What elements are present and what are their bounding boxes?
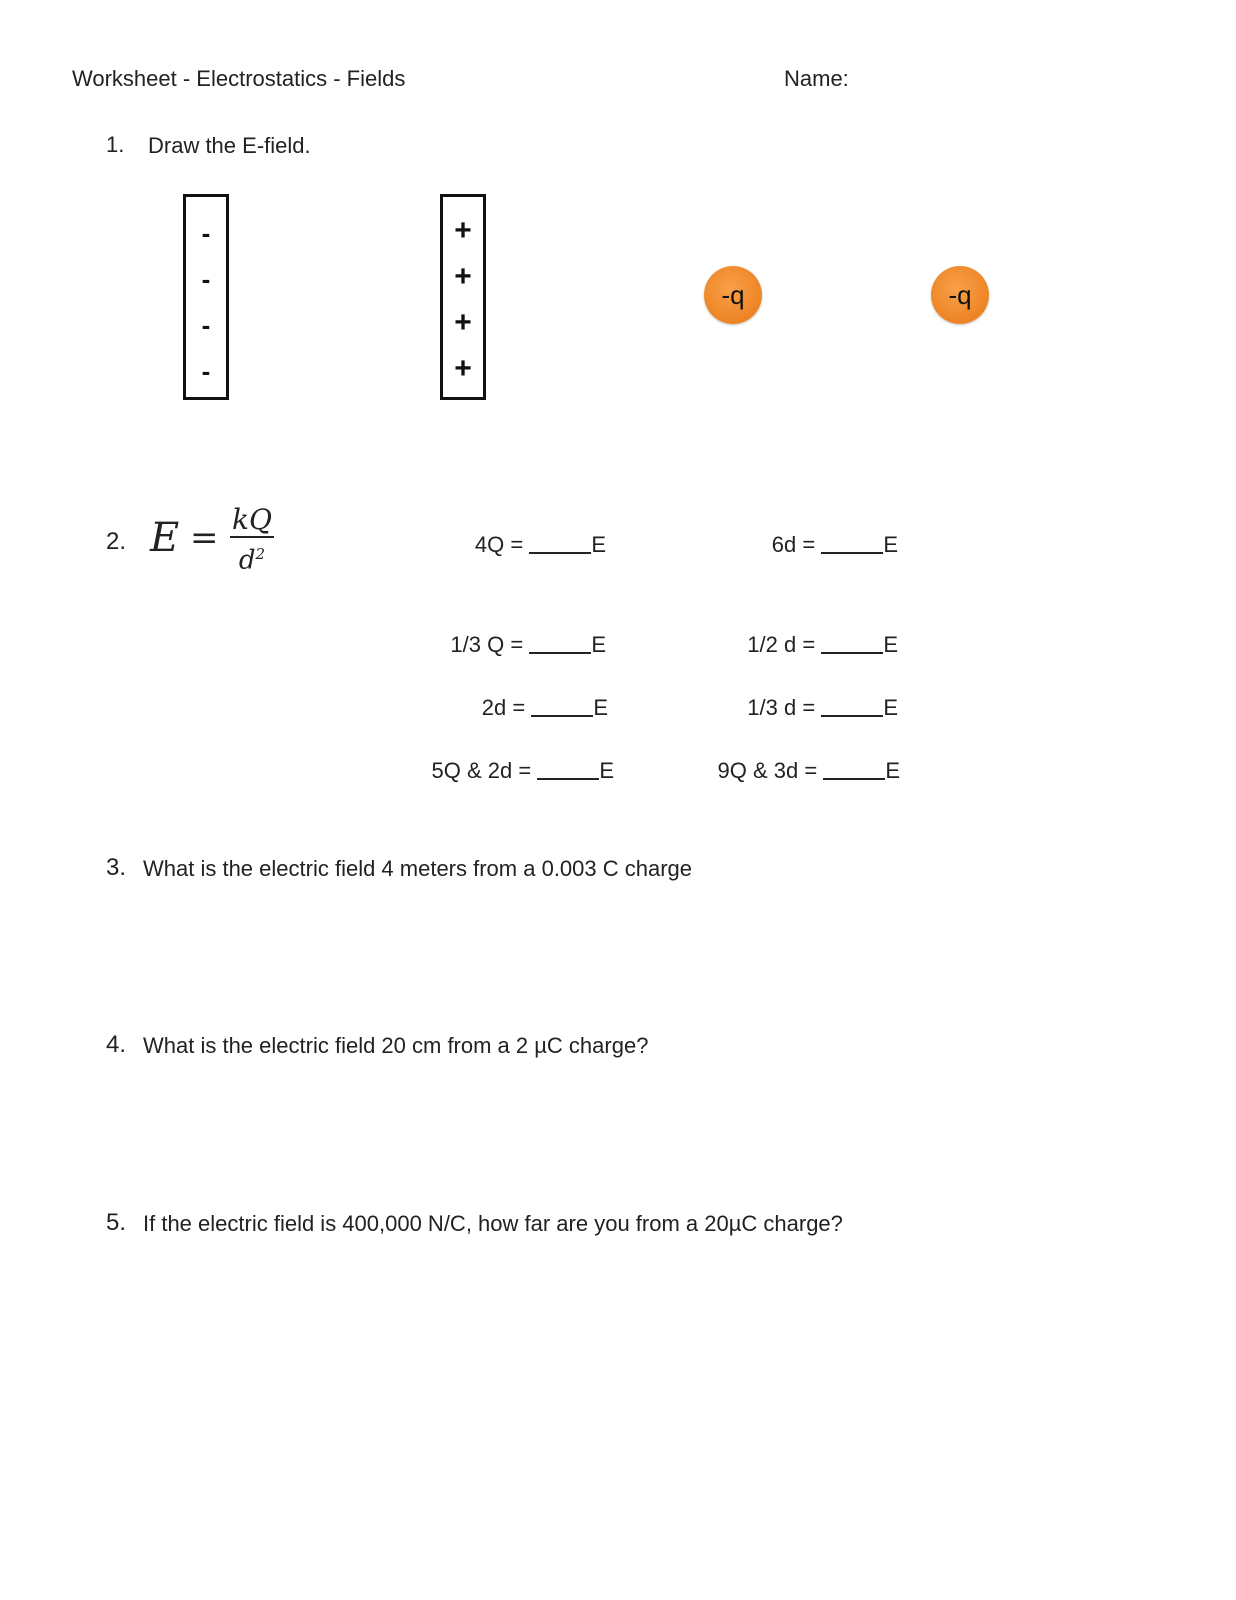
q5-text: If the electric field is 400,000 N/C, how far are you from a 20µC charge? (143, 1211, 843, 1236)
scaling-row (450, 632, 606, 658)
answer-blank[interactable] (537, 758, 599, 780)
denominator-exponent: 2 (255, 545, 266, 563)
answer-blank[interactable] (531, 695, 593, 717)
plus-sign: + (454, 306, 472, 339)
formula-denominator (230, 540, 274, 575)
row-unit: E (591, 632, 606, 657)
minus-sign: - (201, 264, 211, 294)
row-label: 1/2 d = (747, 632, 816, 657)
answer-blank[interactable] (821, 632, 883, 654)
charge-label: -q (948, 279, 972, 310)
answer-blank[interactable] (529, 632, 591, 654)
negative-charge (704, 266, 762, 324)
scaling-row (432, 758, 615, 784)
row-label: 6d = (771, 532, 816, 557)
formula-fraction (230, 503, 274, 576)
formula-numerator: kQ (232, 503, 272, 536)
answer-blank[interactable] (529, 532, 591, 554)
row-label: 2d = (481, 695, 526, 720)
q4-text: What is the electric field 20 cm from a 2 µC charge? (143, 1033, 649, 1058)
formula-equals: = (190, 518, 219, 558)
row-label: 1/3 d = (747, 695, 816, 720)
minus-sign: - (201, 356, 211, 386)
plus-sign: + (454, 352, 472, 385)
scaling-row (772, 532, 898, 558)
row-label: 1/3 Q = (450, 632, 524, 657)
negative-charge (931, 266, 989, 324)
positive-plate (440, 194, 486, 400)
scaling-row (747, 695, 898, 721)
q3-number: 3. (106, 854, 127, 881)
row-unit: E (883, 632, 898, 657)
answer-blank[interactable] (821, 695, 883, 717)
q2-number: 2. (106, 528, 127, 555)
row-unit: E (885, 758, 900, 783)
q3-text: What is the electric field 4 meters from a 0.003 C charge (143, 856, 693, 881)
row-unit: E (593, 695, 608, 720)
q4-number: 4. (106, 1031, 127, 1058)
formula-lhs: E (150, 515, 180, 561)
plus-sign: + (454, 260, 472, 293)
charge-label: -q (721, 279, 745, 310)
answer-blank[interactable] (821, 532, 883, 554)
row-unit: E (883, 695, 898, 720)
worksheet-title: Worksheet - Electrostatics - Fields (72, 66, 406, 91)
minus-sign: - (201, 310, 211, 340)
row-unit: E (591, 532, 606, 557)
row-unit: E (599, 758, 614, 783)
scaling-row (482, 695, 608, 721)
negative-plate (183, 194, 229, 400)
q5-number: 5. (106, 1209, 127, 1236)
row-label: 5Q & 2d = (431, 758, 532, 783)
row-unit: E (883, 532, 898, 557)
row-label: 9Q & 3d = (717, 758, 818, 783)
plus-sign: + (454, 214, 472, 247)
scaling-row (475, 532, 606, 558)
row-label: 4Q = (474, 532, 524, 557)
scaling-row (747, 632, 898, 658)
q1-text: Draw the E-field. (148, 133, 311, 158)
name-label: Name: (784, 66, 849, 91)
scaling-row (718, 758, 901, 784)
q1-number: 1. (106, 132, 125, 157)
minus-sign: - (201, 218, 211, 248)
answer-blank[interactable] (823, 758, 885, 780)
fraction-bar (230, 536, 274, 538)
denominator-base: d (238, 545, 256, 576)
